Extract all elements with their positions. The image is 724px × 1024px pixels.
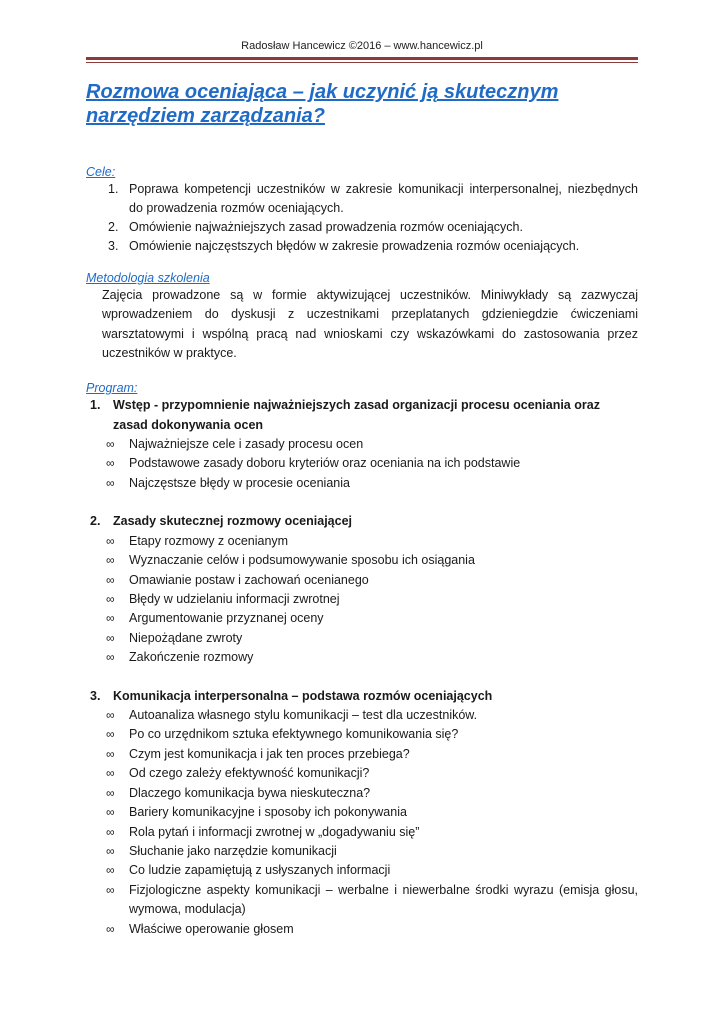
document-title: Rozmowa oceniająca – jak uczynić ją skutecznym narzędziem zarządzania? — [86, 81, 559, 127]
infinity-bullet-icon: ∞ — [106, 863, 115, 878]
infinity-bullet-icon: ∞ — [106, 746, 115, 761]
list-item: ∞ Argumentowanie przyznanej oceny — [86, 609, 638, 628]
list-item: ∞ Co ludzie zapamiętują z usłyszanych informacji — [86, 861, 638, 880]
goals-section — [86, 164, 638, 256]
methodology-label: Metodologia szkolenia — [86, 271, 210, 285]
list-item: ∞ Omawianie postaw i zachowań ocenianego — [86, 571, 638, 590]
program-items-list — [86, 532, 638, 668]
infinity-bullet-icon: ∞ — [106, 805, 115, 820]
program-label: Program: — [86, 381, 138, 395]
list-item: ∞ Zakończenie rozmowy — [86, 648, 638, 667]
program-items-list — [86, 706, 638, 939]
list-item: ∞ Najważniejsze cele i zasady procesu ocen — [86, 435, 638, 454]
infinity-bullet-icon: ∞ — [106, 921, 115, 936]
program-section — [86, 380, 638, 939]
program-section-title: Zasady skutecznej rozmowy oceniającej — [113, 514, 352, 529]
infinity-bullet-icon: ∞ — [106, 437, 115, 451]
infinity-bullet-icon: ∞ — [106, 843, 115, 858]
list-item: ∞ Niepożądane zwroty — [86, 629, 638, 648]
infinity-bullet-icon: ∞ — [106, 553, 115, 568]
list-item: ∞ Wyznaczanie celów i podsumowywanie sposobu ich osiągania — [86, 551, 638, 570]
list-item: ∞ Najczęstsze błędy w procesie oceniania — [86, 474, 638, 493]
page-header: Radosław Hancewicz ©2016 – www.hancewicz.pl — [241, 40, 483, 52]
list-item: ∞ Fizjologiczne aspekty komunikacji – werbalne i niewerbalne środki wyrazu (emisja głosu, wymowa, modulacja) — [106, 882, 638, 917]
infinity-bullet-icon: ∞ — [106, 650, 115, 665]
program-section-title: Wstęp - przypomnienie najważniejszych zasad organizacji procesu oceniania oraz zasad dokonywania ocen — [113, 398, 600, 432]
infinity-bullet-icon: ∞ — [106, 475, 115, 490]
methodology-text: Zajęcia prowadzone są w formie aktywizującej uczestników. Miniwykłady są zazwyczaj wprowadzeniem do dyskusji z uczestnikami przeplatanych gdzieniegdzie ćwiczeniami warsztatowymi i wspólną pracą nad wnioskami czy wskazówkami do zastosowania przez uczestników w praktyce. — [102, 288, 638, 360]
program-section-number: 2. — [90, 514, 101, 529]
header-rule-thick — [86, 57, 638, 60]
goal-item — [86, 218, 638, 237]
goals-label: Cele: — [86, 165, 116, 179]
program-section-number: 1. — [90, 398, 101, 412]
program-section-number: 3. — [90, 688, 101, 703]
list-item: ∞ Autoanaliza własnego stylu komunikacji – test dla uczestników. — [86, 706, 638, 725]
infinity-bullet-icon: ∞ — [106, 630, 115, 645]
infinity-bullet-icon: ∞ — [106, 591, 115, 606]
list-item: ∞ Od czego zależy efektywność komunikacji? — [86, 764, 638, 783]
header-rule-thin — [86, 62, 638, 63]
list-item: ∞ Etapy rozmowy z ocenianym — [86, 532, 638, 551]
infinity-bullet-icon: ∞ — [106, 533, 115, 548]
list-item: ∞ Rola pytań i informacji zwrotnej w „dogadywaniu się” — [86, 823, 638, 842]
infinity-bullet-icon: ∞ — [106, 766, 115, 781]
program-section-heading — [86, 687, 638, 707]
list-item: ∞ Błędy w udzielaniu informacji zwrotnej — [86, 590, 638, 609]
goal-text: Poprawa kompetencji uczestników w zakresie komunikacji interpersonalnej, niezbędnych do prowadzenia rozmów oceniających. — [129, 182, 638, 215]
goal-item — [86, 180, 638, 218]
list-item: ∞ Podstawowe zasady doboru kryteriów oraz oceniania na ich podstawie — [86, 454, 638, 473]
infinity-bullet-icon: ∞ — [106, 882, 115, 897]
list-item: ∞ Bariery komunikacyjne i sposoby ich pokonywania — [86, 803, 638, 822]
program-items-list — [86, 435, 638, 493]
infinity-bullet-icon: ∞ — [106, 727, 115, 742]
list-item: ∞ Właściwe operowanie głosem — [86, 920, 638, 939]
list-item: ∞ Czym jest komunikacja i jak ten proces przebiega? — [86, 745, 638, 764]
infinity-bullet-icon: ∞ — [106, 572, 115, 587]
list-item: ∞ Po co urzędnikom sztuka efektywnego komunikowania się? — [86, 725, 638, 744]
goals-list — [86, 180, 638, 256]
program-section-title: Komunikacja interpersonalna – podstawa rozmów oceniających — [113, 688, 493, 703]
list-item: ∞ Dlaczego komunikacja bywa nieskuteczna? — [86, 784, 638, 803]
program-section-heading — [86, 396, 638, 435]
goal-number: 3. — [108, 239, 119, 253]
infinity-bullet-icon: ∞ — [106, 785, 115, 800]
program-section-heading — [86, 512, 638, 532]
methodology-section — [86, 270, 638, 363]
goal-text: Omówienie najważniejszych zasad prowadzenia rozmów oceniających. — [129, 220, 523, 234]
list-item: ∞ Słuchanie jako narzędzie komunikacji — [86, 842, 638, 861]
infinity-bullet-icon: ∞ — [106, 611, 115, 626]
goal-number: 1. — [108, 182, 119, 196]
goal-text: Omówienie najczęstszych błędów w zakresie prowadzenia rozmów oceniających. — [129, 239, 580, 253]
goal-number: 2. — [108, 220, 119, 234]
goal-item — [86, 237, 638, 256]
infinity-bullet-icon: ∞ — [106, 708, 115, 723]
infinity-bullet-icon: ∞ — [106, 456, 115, 471]
infinity-bullet-icon: ∞ — [106, 824, 115, 839]
